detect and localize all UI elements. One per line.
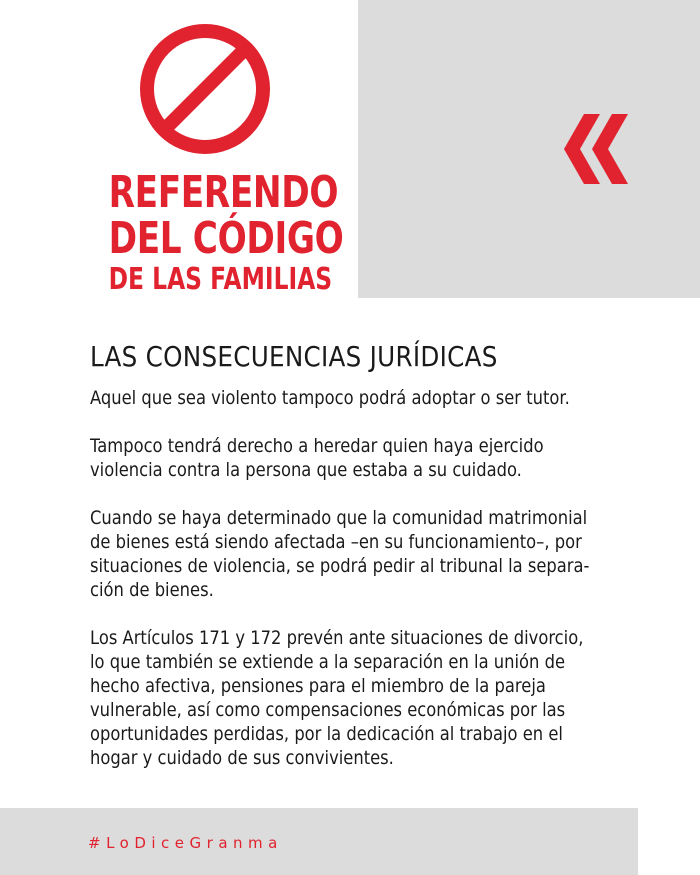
text-line: vulnerable, así como compensaciones económicas por las [90, 699, 566, 721]
text-line: Los Artículos 171 y 172 prevén ante situaciones de divorcio, [90, 627, 584, 649]
text-line: Aquel que sea violento tampoco podrá adoptar o ser tutor. [90, 387, 570, 409]
text-line: Tampoco tendrá derecho a heredar quien haya ejercido [90, 435, 544, 457]
paragraph [90, 506, 615, 602]
prohibition-icon [138, 22, 272, 156]
text-line: hecho afectiva, pensiones para el miembro de la pareja [90, 675, 546, 697]
text-line: lo que también se extiende a la separación en la unión de [90, 651, 566, 673]
section-heading: LAS CONSECUENCIAS JURÍDICAS [90, 340, 498, 373]
title-line-2: DEL CÓDIGO [108, 213, 344, 264]
text-line: violencia contra la persona que estaba a su cuidado. [90, 459, 522, 481]
paragraph [90, 434, 615, 482]
text-line: hogar y cuidado de sus convivientes. [90, 747, 394, 769]
text-line: situaciones de violencia, se podrá pedir al tribunal la separa- [90, 555, 590, 577]
title-line-3: DE LAS FAMILIAS [108, 262, 333, 297]
text-line: de bienes está siendo afectada –en su funcionamiento–, por [90, 531, 582, 553]
paragraph [90, 626, 615, 770]
text-line: ción de bienes. [90, 579, 214, 601]
title-line-1: REFERENDO [108, 167, 339, 218]
paragraph [90, 386, 615, 410]
hashtag-label: #LoDiceGranma [88, 834, 283, 852]
text-line: Cuando se haya determinado que la comunidad matrimonial [90, 507, 588, 529]
body-text [90, 386, 615, 794]
top-right-gray-panel [358, 0, 700, 298]
text-line: oportunidades perdidas, por la dedicación al trabajo en el [90, 723, 563, 745]
campaign-title [108, 167, 344, 298]
double-chevron-left-icon [562, 114, 630, 184]
